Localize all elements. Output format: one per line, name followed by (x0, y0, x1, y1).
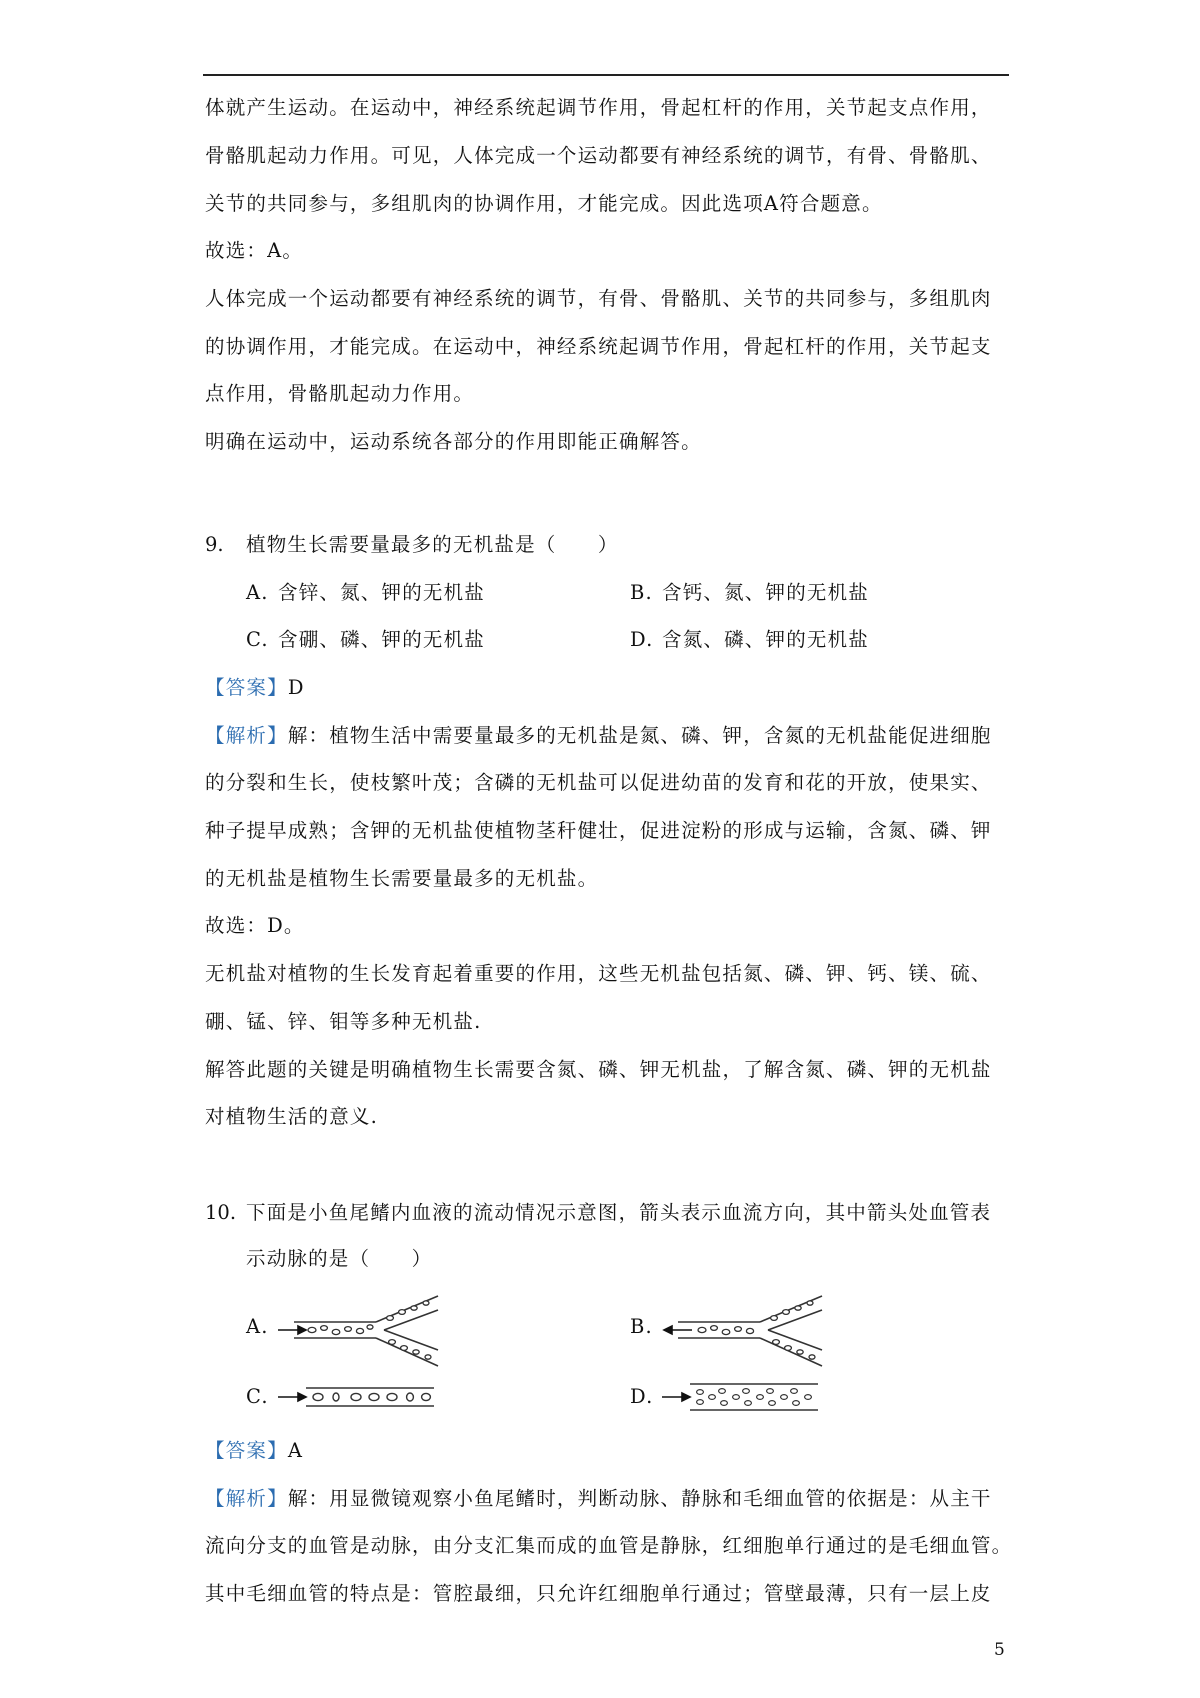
answer-value: A (287, 1439, 304, 1462)
text-line: 体就产生运动。在运动中，神经系统起调节作用，骨起杠杆的作用，关节起支点作用， (205, 96, 992, 119)
option-label: D. (630, 1385, 654, 1408)
text-line: 种子提早成熟；含钾的无机盐使植物茎秆健壮，促进淀粉的形成与运输，含氮、磷、钾 (205, 819, 992, 842)
answer-line (205, 675, 305, 701)
option-label: A. (246, 1315, 269, 1338)
text-line: 明确在运动中，运动系统各部分的作用即能正确解答。 (205, 430, 702, 453)
question-number: 10. (205, 1201, 237, 1224)
text-line: 解答此题的关键是明确植物生长需要含氮、磷、钾无机盐，了解含氮、磷、钾的无机盐 (205, 1058, 992, 1081)
option-label: C. (246, 1385, 269, 1408)
answer-value: D (287, 676, 305, 699)
text-line: 其中毛细血管的特点是：管腔最细，只允许红细胞单行通过；管壁最薄，只有一层上皮 (205, 1582, 992, 1605)
option-text: 含钙、氮、钾的无机盐 (662, 581, 870, 604)
text-line: 对植物生活的意义. (205, 1105, 378, 1128)
text-line: 故选：D。 (205, 914, 305, 937)
analysis-tag: 【解析】 (205, 724, 288, 747)
analysis-tag: 【解析】 (205, 1487, 288, 1510)
text-line: 流向分支的血管是动脉，由分支汇集而成的血管是静脉，红细胞单行通过的是毛细血管。 (205, 1534, 1013, 1557)
option-label: B. (630, 1315, 653, 1338)
question-number: 9. (205, 533, 224, 556)
question-stem: 植物生长需要量最多的无机盐是（ ） (246, 533, 619, 556)
text-line: 点作用，骨骼肌起动力作用。 (205, 382, 475, 405)
vessel-diagram-b (662, 1292, 830, 1372)
header-rule (203, 74, 1009, 76)
vessel-diagram-c (278, 1382, 438, 1412)
question-stem: 下面是小鱼尾鳍内血液的流动情况示意图，箭头表示血流方向，其中箭头处血管表 (246, 1201, 992, 1224)
answer-line (205, 1438, 303, 1464)
option-text: 含硼、磷、钾的无机盐 (278, 628, 486, 651)
answer-tag: 【答案】 (205, 676, 288, 699)
option-label: B. (630, 581, 653, 604)
option-label: A. (246, 581, 269, 604)
analysis-text: 解：用显微镜观察小鱼尾鳍时，判断动脉、静脉和毛细血管的依据是：从主干 (287, 1487, 992, 1510)
page-number: 5 (994, 1640, 1005, 1660)
vessel-diagram-d (662, 1380, 822, 1414)
question-stem-cont: 示动脉的是（ ） (246, 1247, 433, 1270)
analysis-line (205, 723, 992, 749)
option-text: 含锌、氮、钾的无机盐 (278, 581, 486, 604)
answer-tag: 【答案】 (205, 1439, 288, 1462)
text-line: 的无机盐是植物生长需要量最多的无机盐。 (205, 867, 599, 890)
text-line: 人体完成一个运动都要有神经系统的调节，有骨、骨骼肌、关节的共同参与，多组肌肉 (205, 287, 992, 310)
text-line: 无机盐对植物的生长发育起着重要的作用，这些无机盐包括氮、磷、钾、钙、镁、硫、 (205, 962, 992, 985)
option-label: C. (246, 628, 269, 651)
option-label: D. (630, 628, 654, 651)
text-line: 故选：A。 (205, 239, 304, 262)
text-line: 骨骼肌起动力作用。可见，人体完成一个运动都要有神经系统的调节，有骨、骨骼肌、 (205, 144, 992, 167)
vessel-diagram-a (278, 1292, 446, 1372)
text-line: 硼、锰、锌、钼等多种无机盐. (205, 1010, 482, 1033)
analysis-line (205, 1486, 992, 1512)
analysis-text: 解：植物生活中需要量最多的无机盐是氮、磷、钾，含氮的无机盐能促进细胞 (287, 724, 992, 747)
text-line: 关节的共同参与，多组肌肉的协调作用，才能完成。因此选项A符合题意。 (205, 192, 883, 215)
option-text: 含氮、磷、钾的无机盐 (662, 628, 870, 651)
text-line: 的分裂和生长，使枝繁叶茂；含磷的无机盐可以促进幼苗的发育和花的开放，使果实、 (205, 771, 992, 794)
text-line: 的协调作用，才能完成。在运动中，神经系统起调节作用，骨起杠杆的作用，关节起支 (205, 335, 992, 358)
